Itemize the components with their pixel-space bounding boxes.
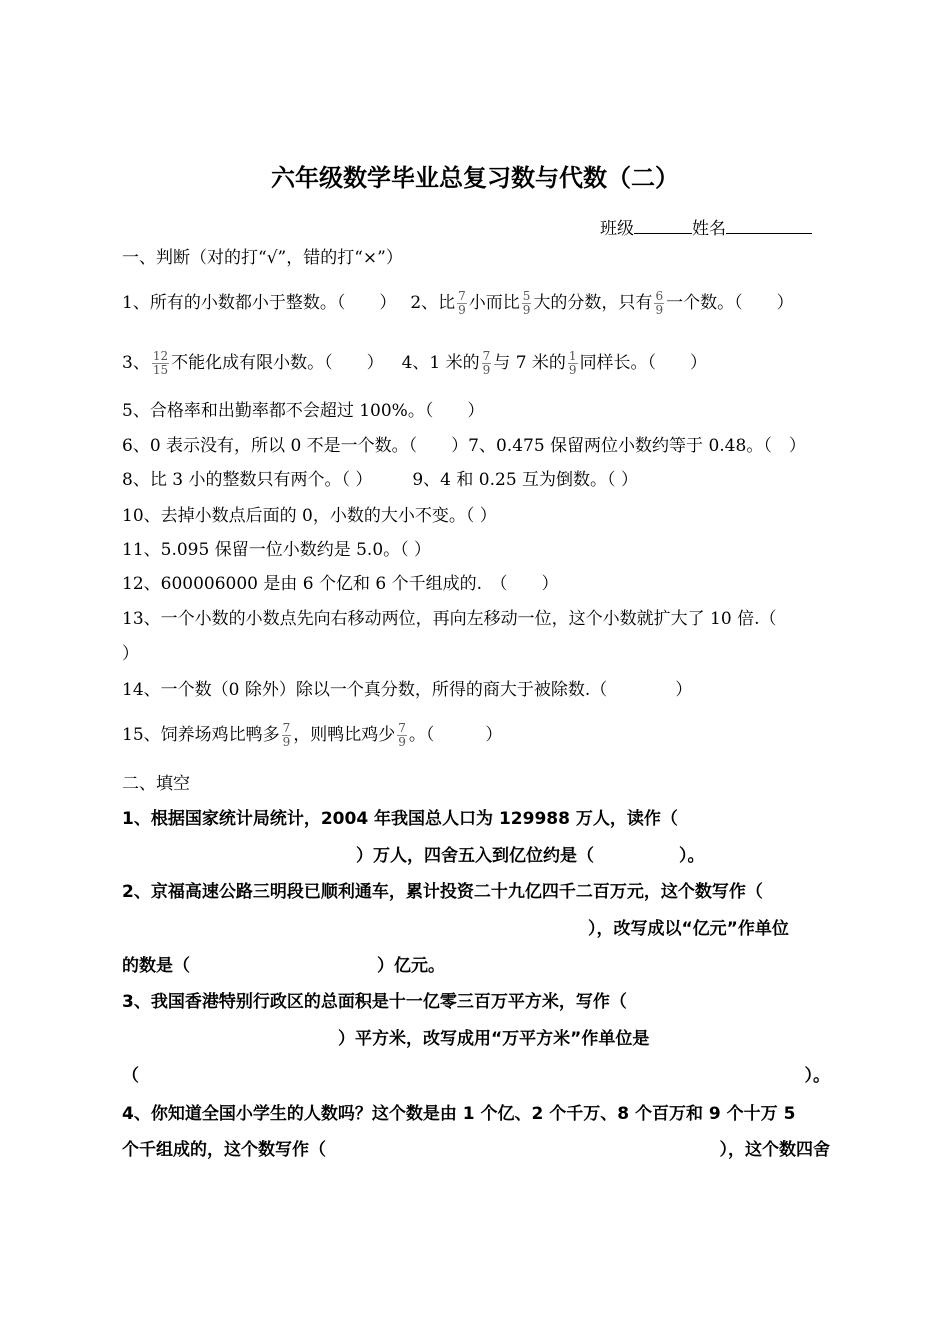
question-6: 6、0 表示没有，所以 0 不是一个数。（ ） (122, 436, 469, 456)
question-8: 8、比 3 小的整数只有两个。（ ） (122, 470, 373, 490)
question-10: 10、去掉小数点后面的 0，小数的大小不变。（ ） (122, 506, 497, 526)
fraction-7-9: $\frac{7}{9}$ (282, 721, 291, 749)
question-6-7 (122, 434, 830, 458)
fill-3: 3、我国香港特别行政区的总面积是十一亿零三百万平方米，写作（ (122, 992, 627, 1012)
page-title: 六年级数学毕业总复习数与代数（二） (271, 164, 679, 192)
question-13-continued: ） (122, 644, 139, 664)
fill-2-end: 的数是（ ）亿元。 (122, 956, 445, 976)
class-name-line (600, 214, 812, 239)
question-15: 15、饲养场鸡比鸭多 $\frac{7}{9}$ ，则鸭比鸡少 $\frac{7}{9}$ 。（ ） (122, 721, 503, 749)
fraction-12-15: $\frac{12}{15}$ (152, 349, 169, 377)
fraction-7-9: $\frac{7}{9}$ (398, 721, 406, 749)
class-label: 班级 (600, 219, 634, 239)
fill-4-continued: 个千组成的，这个数写作（ ），这个数四舍 (122, 1140, 830, 1160)
section2-heading: 二、填空 (122, 774, 190, 794)
class-blank[interactable] (634, 217, 692, 234)
name-label: 姓名 (692, 219, 726, 239)
fill-3-end: （ ）。 (122, 1066, 830, 1086)
name-blank[interactable] (726, 217, 812, 234)
fill-4: 4、你知道全国小学生的人数吗？这个数是由 1 个亿、2 个千万、8 个百万和 9 个十万 5 (122, 1104, 796, 1124)
question-3-4: 3、 $\frac{12}{15}$ 不能化成有限小数。（ ） 4、1 米的 $\frac{7}{9}$ 与 7 米的 $\frac{1}{9}$ 同样长。（ ） (122, 349, 708, 377)
fraction-7-9: $\frac{7}{9}$ (482, 349, 491, 377)
fraction-6-9: $\frac{6}{9}$ (655, 289, 664, 317)
fill-1-continued: ）万人，四舍五入到亿位约是（ ）。 (356, 846, 705, 866)
question-5: 5、合格率和出勤率都不会超过 100%。（ ） (122, 401, 485, 421)
fill-2-continued: ），改写成以“亿元”作单位 (588, 919, 789, 939)
question-9: 9、4 和 0.25 互为倒数。（ ） (412, 470, 638, 490)
question-13: 13、一个小数的小数点先向右移动两位，再向左移动一位，这个小数就扩大了 10 倍.（ (122, 609, 777, 629)
section1-heading: 一、判断（对的打“√”，错的打“×”） (122, 248, 403, 268)
question-1-2: 1、所有的小数都小于整数。（ ） 2、比 $\frac{7}{9}$ 小而比 $\frac{5}{9}$ 大的分数，只有 $\frac{6}{9}$ 一个数。（ ） (122, 289, 794, 317)
question-12: 12、600006000 是由 6 个亿和 6 个千组成的. （ ） (122, 574, 559, 594)
fraction-1-9: $\frac{1}{9}$ (568, 349, 577, 377)
question-14: 14、一个数（0 除外）除以一个真分数，所得的商大于被除数.（ ） (122, 680, 693, 700)
question-1: 1、所有的小数都小于整数。（ ） (122, 293, 397, 313)
fraction-5-9: $\frac{5}{9}$ (522, 289, 531, 317)
question-7: 7、0.475 保留两位小数约等于 0.48。（ ） (468, 436, 806, 456)
question-8-9 (122, 468, 830, 492)
fill-3-continued: ）平方米，改写成用“万平方米”作单位是 (338, 1029, 650, 1049)
question-11: 11、5.095 保留一位小数约是 5.0。（ ） (122, 540, 432, 560)
fill-2: 2、京福高速公路三明段已顺利通车，累计投资二十九亿四千二百万元，这个数写作（ (122, 882, 763, 902)
fraction-7-9: $\frac{7}{9}$ (458, 289, 466, 317)
fill-1: 1、根据国家统计局统计，2004 年我国总人口为 129988 万人，读作（ (122, 809, 678, 829)
